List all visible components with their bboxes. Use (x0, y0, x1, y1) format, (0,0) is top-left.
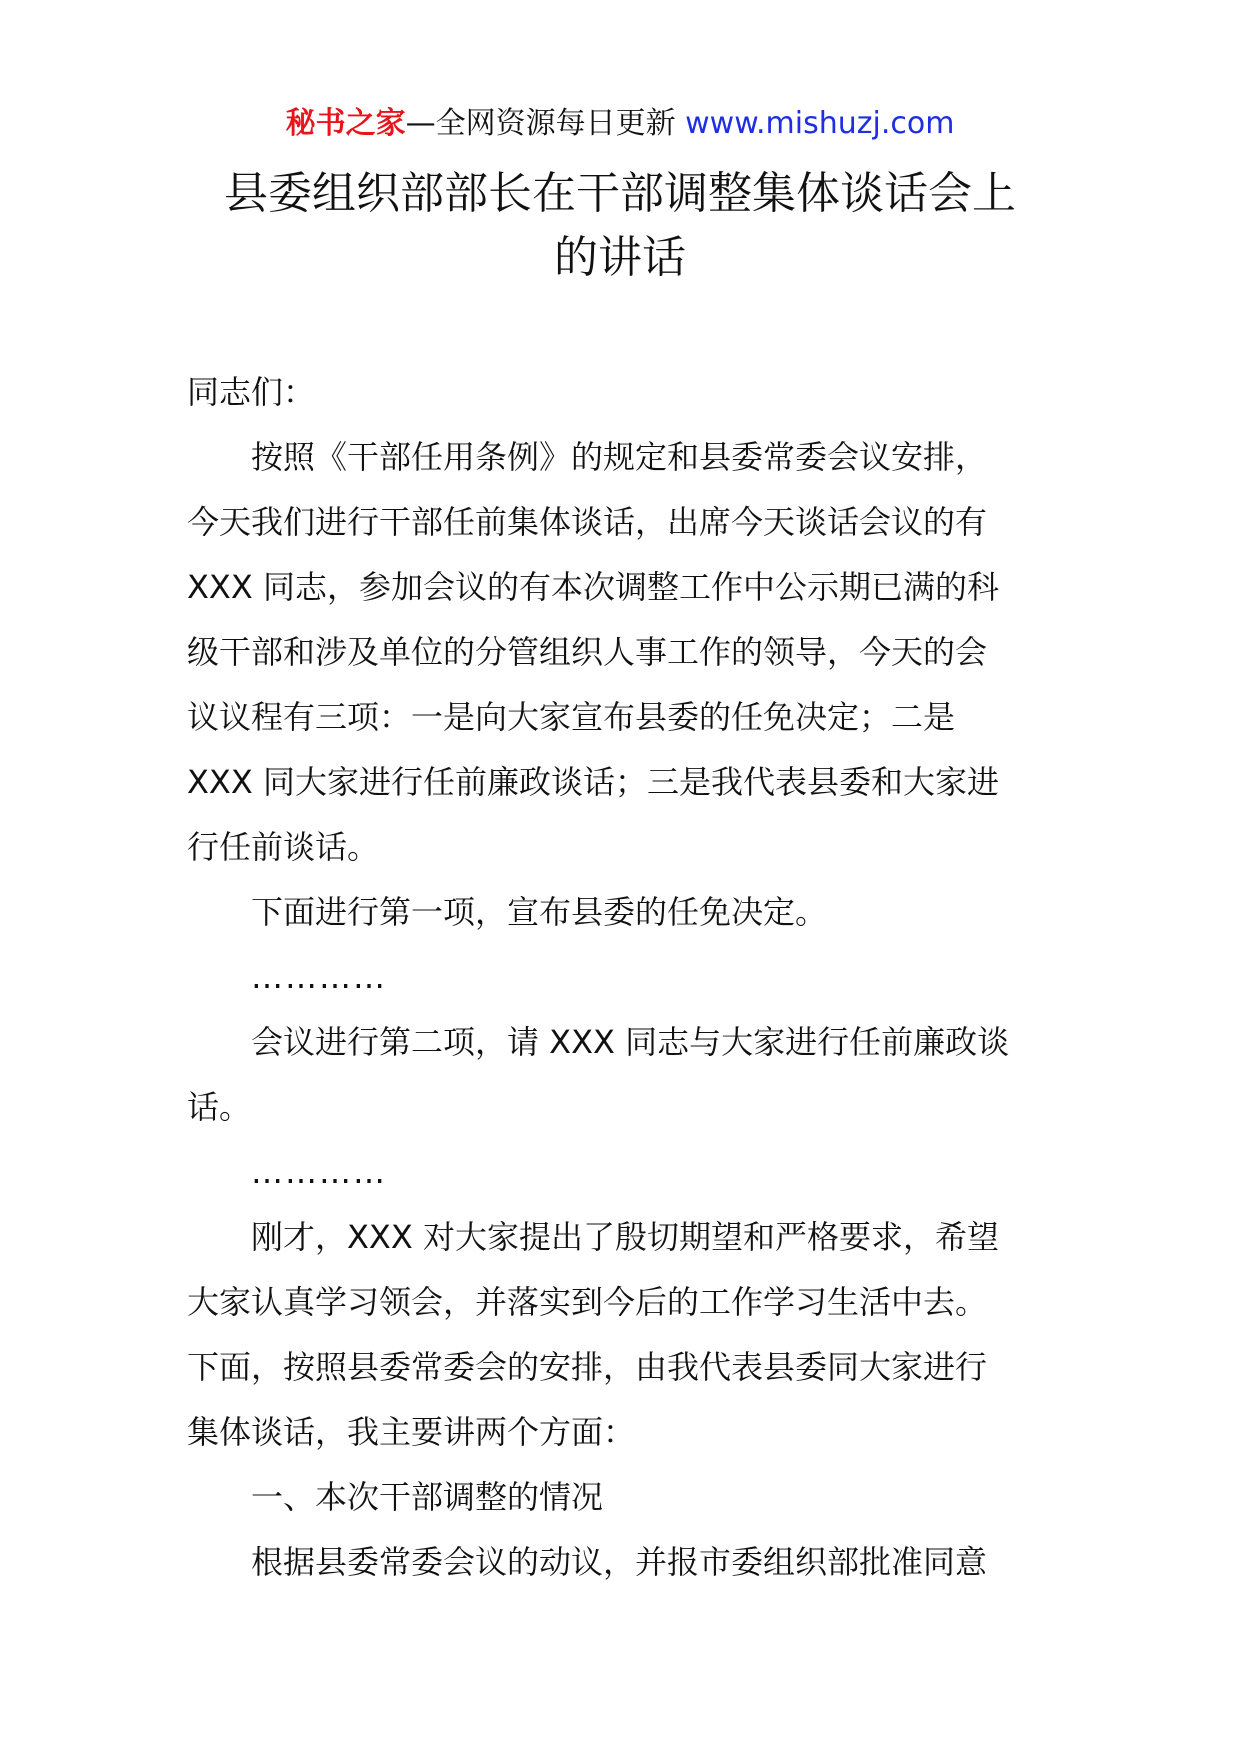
paragraph-4-line: 下面，按照县委常委会的安排，由我代表县委同大家进行 (187, 1348, 988, 1386)
ellipsis-1: ………… (251, 958, 387, 996)
site-url-link[interactable]: www.mishuzj.com (685, 106, 955, 141)
document-title (150, 162, 1090, 290)
paragraph-1-line: 级干部和涉及单位的分管组织人事工作的领导，今天的会 (187, 633, 988, 671)
paragraph-1-line: XXX 同大家进行任前廉政谈话；三是我代表县委和大家进 (187, 763, 999, 801)
paragraph-1-line: 按照《干部任用条例》的规定和县委常委会议安排， (251, 438, 988, 476)
paragraph-4-line: 集体谈话，我主要讲两个方面： (187, 1413, 636, 1451)
paragraph-2: 下面进行第一项，宣布县委的任免决定。 (251, 893, 828, 931)
paragraph-5-line: 根据县委常委会议的动议，并报市委组织部批准同意 (251, 1543, 988, 1581)
paragraph-3-line: 话。 (187, 1088, 252, 1126)
paragraph-4-line: 刚才，XXX 对大家提出了殷切期望和严格要求，希望 (251, 1218, 999, 1256)
paragraph-3-line: 会议进行第二项，请 XXX 同志与大家进行任前廉政谈 (251, 1023, 1010, 1061)
title-line-1: 县委组织部部长在干部调整集体谈话会上 (224, 168, 1016, 219)
paragraph-4 (187, 1205, 1053, 1465)
paragraph-1-line: 行任前谈话。 (187, 828, 380, 866)
document-body (187, 360, 1053, 1595)
paragraph-1-line: 议议程有三项：一是向大家宣布县委的任免决定；二是 (187, 698, 956, 736)
site-header (0, 102, 1240, 146)
section-heading-1: 一、本次干部调整的情况 (251, 1478, 604, 1516)
title-line-2: 的讲话 (554, 232, 686, 283)
paragraph-1 (187, 425, 1053, 880)
paragraph-5 (187, 1530, 1053, 1595)
greeting: 同志们： (187, 373, 316, 411)
paragraph-3 (187, 1010, 1053, 1140)
site-slogan: —全网资源每日更新 (405, 106, 676, 141)
paragraph-1-line: XXX 同志，参加会议的有本次调整工作中公示期已满的科 (187, 568, 999, 606)
ellipsis-2: ………… (251, 1153, 387, 1191)
paragraph-1-line: 今天我们进行干部任前集体谈话，出席今天谈话会议的有 (187, 503, 988, 541)
paragraph-4-line: 大家认真学习领会，并落实到今后的工作学习生活中去。 (187, 1283, 988, 1321)
site-brand: 秘书之家 (285, 106, 406, 141)
